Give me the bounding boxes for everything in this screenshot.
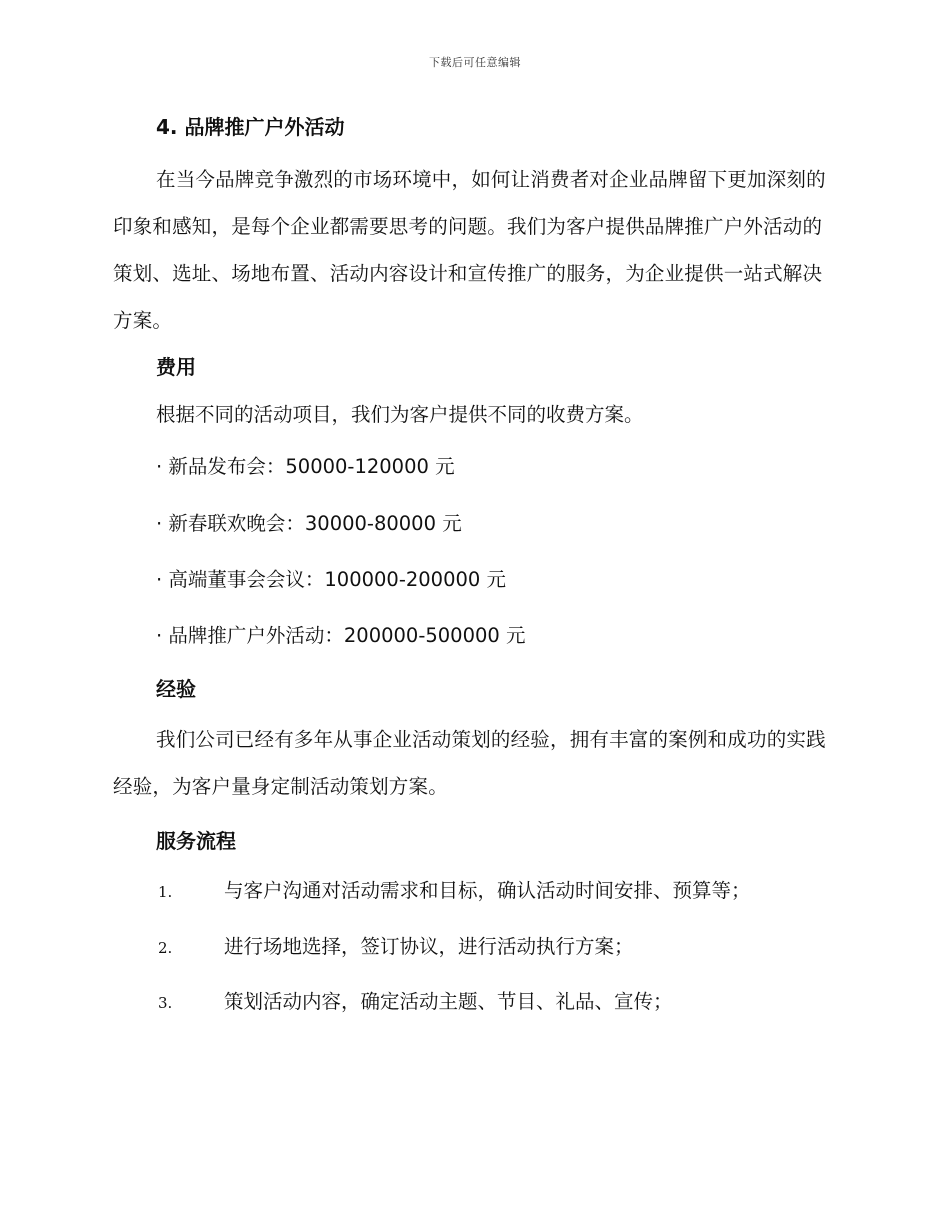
process-title: 服务流程 (156, 829, 236, 854)
process-step (113, 987, 835, 1016)
fee-item: · 新春联欢晚会：30000-80000 元 (156, 511, 462, 535)
process-step (113, 876, 835, 905)
header-note: 下载后可任意编辑 (429, 56, 521, 69)
section-intro: 在当今品牌竞争激烈的市场环境中，如何让消费者对企业品牌留下更加深刻的印象和感知，是每个企业都需要思考的问题。我们为客户提供品牌推广户外活动的策划、选址、场地布置、活动内容设计和宣传推广的服务，为企业提供一站式解决方案。 (113, 168, 826, 332)
experience-title: 经验 (156, 677, 196, 702)
document-body (113, 112, 835, 1016)
fee-item: · 新品发布会：50000-120000 元 (156, 455, 455, 479)
process-step (113, 932, 835, 961)
fees-title: 费用 (156, 355, 196, 379)
fees-intro: 根据不同的活动项目，我们为客户提供不同的收费方案。 (156, 403, 644, 426)
step-number: 2. (158, 938, 173, 957)
step-number: 1. (158, 883, 173, 902)
fee-item: · 品牌推广户外活动：200000-500000 元 (156, 624, 526, 647)
step-number: 3. (158, 993, 173, 1012)
step-text: 策划活动内容，确定活动主题、节目、礼品、宣传； (224, 989, 673, 1013)
fee-item: · 高端董事会会议：100000-200000 元 (156, 567, 507, 591)
section-title: 4. 品牌推广户外活动 (156, 115, 345, 139)
step-text: 进行场地选择，签订协议，进行活动执行方案； (224, 934, 634, 958)
experience-text: 我们公司已经有多年从事企业活动策划的经验，拥有丰富的案例和成功的实践经验，为客户量身定制活动策划方案。 (113, 728, 826, 799)
step-text: 与客户沟通对活动需求和目标，确认活动时间安排、预算等； (224, 879, 751, 903)
